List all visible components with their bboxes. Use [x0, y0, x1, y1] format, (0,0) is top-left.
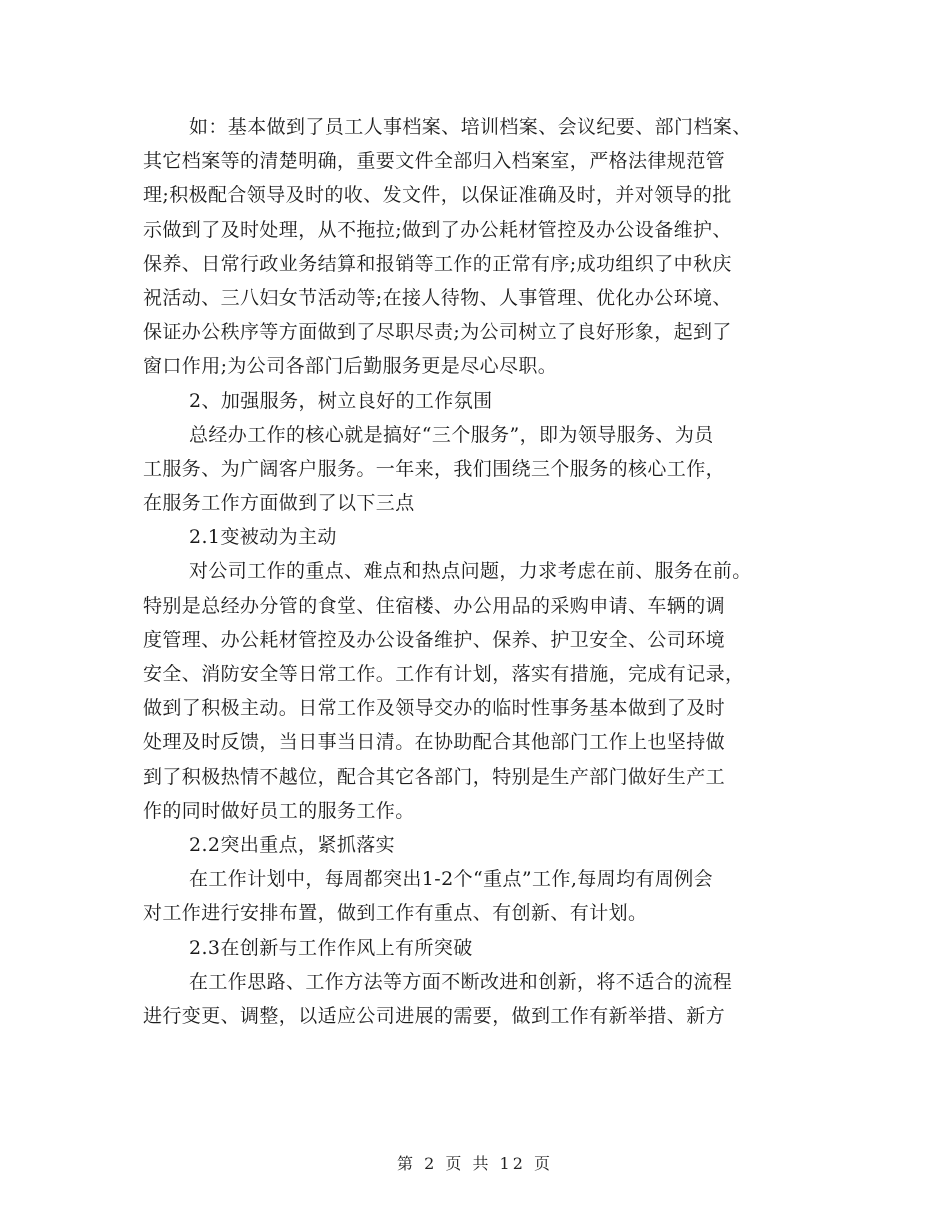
text-line: 祝活动、三八妇女节活动等;在接人待物、人事管理、优化办公环境、	[143, 286, 732, 309]
text-line: 特别是总经办分管的食堂、住宿楼、办公用品的采购申请、车辆的调	[143, 594, 726, 617]
text-line: 其它档案等的清楚明确，重要文件全部归入档案室，严格法律规范管	[143, 150, 726, 173]
text-line: 在工作计划中，每周都突出1-2个“重点”工作,每周均有周例会	[189, 868, 714, 891]
text-line: 工服务、为广阔客户服务。一年来，我们围绕三个服务的核心工作，	[143, 457, 726, 480]
text-line: 示做到了及时处理，从不拖拉;做到了办公耗材管控及办公设备维护、	[143, 218, 732, 241]
text-line: 处理及时反馈，当日事当日清。在协助配合其他部门工作上也坚持做	[143, 731, 726, 754]
text-line: 2.2突出重点，紧抓落实	[189, 833, 396, 856]
text-line: 总经办工作的核心就是搞好“三个服务”，即为领导服务、为员	[189, 423, 714, 446]
page-footer: 第 2 页 共 12 页	[397, 1154, 553, 1173]
text-line: 2.1变被动为主动	[189, 526, 337, 549]
text-line: 保证办公秩序等方面做到了尽职尽责;为公司树立了良好形象，起到了	[143, 321, 732, 344]
text-line: 2、加强服务，树立良好的工作氛围	[189, 389, 493, 412]
text-line: 到了积极热情不越位，配合其它各部门，特别是生产部门做好生产工	[143, 765, 726, 788]
text-line: 做到了积极主动。日常工作及领导交办的临时性事务基本做到了及时	[143, 697, 726, 720]
text-line: 作的同时做好员工的服务工作。	[143, 799, 415, 822]
text-line: 进行变更、调整，以适应公司进展的需要，做到工作有新举措、新方	[143, 1004, 726, 1027]
text-line: 保养、日常行政业务结算和报销等工作的正常有序;成功组织了中秋庆	[143, 252, 732, 275]
text-line: 安全、消防安全等日常工作。工作有计划，落实有措施，完成有记录，	[143, 663, 745, 685]
text-line: 2.3在创新与工作作风上有所突破	[189, 936, 473, 959]
text-line: 理;积极配合领导及时的收、发文件，以保证准确及时，并对领导的批	[143, 184, 732, 207]
text-line: 窗口作用;为公司各部门后勤服务更是尽心尽职。	[143, 355, 558, 378]
text-line: 对工作进行安排布置，做到工作有重点、有创新、有计划。	[143, 902, 648, 925]
document-body	[143, 110, 808, 1033]
text-line: 在工作思路、工作方法等方面不断改进和创新，将不适合的流程	[189, 970, 733, 993]
text-line: 度管理、办公耗材管控及办公设备维护、保养、护卫安全、公司环境	[143, 628, 726, 651]
text-line: 对公司工作的重点、难点和热点问题，力求考虑在前、服务在前。	[189, 560, 752, 583]
text-line: 在服务工作方面做到了以下三点	[143, 492, 415, 515]
text-line: 如：基本做到了员工人事档案、培训档案、会议纪要、部门档案、	[189, 116, 752, 138]
